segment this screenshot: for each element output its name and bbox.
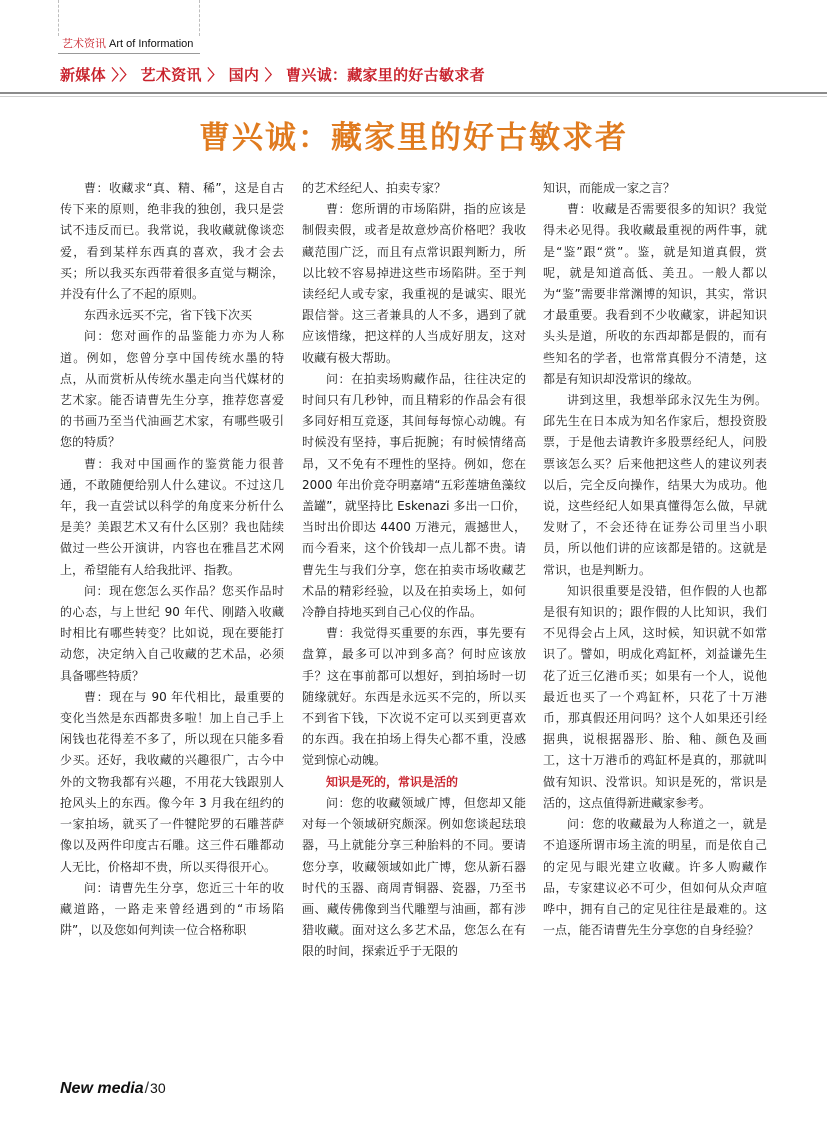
paragraph: 问：您对画作的品鉴能力亦为人称道。例如，您曾分享中国传统水墨的特点，从而赏析从传统水墨走向当代媒材的艺术家。能否请曹先生分享，推荐您喜爱的书画乃至当代油画艺术家，有哪些吸引您的特质？ bbox=[60, 329, 284, 450]
header-dashed-frame bbox=[58, 0, 200, 36]
section-tag-en: Art of Information bbox=[109, 38, 194, 50]
section-tag bbox=[62, 37, 193, 51]
page-footer bbox=[60, 1080, 166, 1098]
article-column-1 bbox=[60, 178, 284, 1070]
subheading: 知识是死的，常识是活的 bbox=[326, 774, 459, 789]
paragraph: 问：请曹先生分享，您近三十年的收藏道路，一路走来曾经遇到的“市场陷阱”，以及您如何判读一位合格称职 bbox=[60, 880, 284, 938]
paragraph: 知识很重要是没错，但作假的人也都是很有知识的；跟作假的人比知识，我们不见得会占上风，这时候，知识就不如常识了。譬如，明成化鸡缸杯，刘益谦先生花了近三亿港币买；如果有一个人，说他最近也买了一个鸡缸杯，只花了十万港币，那真假还用问吗？这个人如果还引经据典，说根据器形、胎、釉、颜色及画工，这十万港币的鸡缸杯是真的，那就叫做有知识、没常识。知识是死的，常识是活的，这点值得新进藏家参考。 bbox=[543, 583, 767, 810]
paragraph: 曹：现在与 90 年代相比，最重要的变化当然是东西都贵多啦！加上自己手上闲钱也花得差不多了，所以现在只能多看少买。还好，我收藏的兴趣很广，古今中外的文物我都有兴趣，不用花大钱跟别人抢风头上的东西。像今年 3 月我在纽约的一家拍场，就买了一件犍陀罗的石雕菩萨像以及两件印度古石雕。这三件石雕都动人无比，价格却不贵，所以买得很开心。 bbox=[60, 689, 284, 874]
paragraph: 曹：收藏求“真、精、稀”，这是自古传下来的原则，绝非我的独创，我只是尝试不违反而已。我常说，我收藏就像谈恋爱，看到某样东西真的喜欢，我才会去买；所以我买东西带着很多直觉与糊涂，并没有什么了不起的原则。 bbox=[60, 181, 284, 302]
paragraph: 曹：我对中国画作的鉴赏能力很普通，不敢随便给别人什么建议。不过这几年，我一直尝试以科学的角度来分析什么是美？美跟艺术又有什么区别？我也陆续做过一些公开演讲，内容也在雅昌艺术网上，希望能有人给我批评、指教。 bbox=[60, 456, 284, 577]
paragraph: 问：您的收藏领域广博，但您却又能对每一个领域研究颇深。例如您谈起珐琅器，马上就能分享三种胎料的不同。要请您分享，收藏领域如此广博，您从新石器时代的玉器、商周青铜器、瓷器，乃至书画、藏传佛像到当代雕塑与油画，都有涉猎收藏。面对这么多艺术品，您怎么在有限的时间，探索近乎于无限的 bbox=[302, 795, 526, 959]
paragraph: 问：在拍卖场购藏作品，往往决定的时间只有几秒钟，而且精彩的作品会有很多同好相互竞逐，其间每每惊心动魄。有时候没有坚持，事后扼腕；有时候情绪高昂，又不免有不理性的坚持。例如，您在 2000 年出价竞夺明嘉靖“五彩莲塘鱼藻纹盖罐”，就坚持比 Eskenazi 多出一口价，当时出价即达 4400 万港元，震撼世人，而今看来，这个价钱却一点儿都不贵。请曹先生与我们分享，您在拍卖市场收藏艺术品的精彩经验，以及在拍卖场上，如何冷静自持地买到自己心仪的作品。 bbox=[302, 371, 526, 620]
page-number: 30 bbox=[150, 1080, 166, 1096]
article-column-3 bbox=[543, 178, 767, 1070]
breadcrumb-item-new-media[interactable]: 新媒体 〉〉 bbox=[60, 66, 135, 84]
section-tag-cn: 艺术资讯 bbox=[62, 38, 106, 50]
paragraph: 问：现在您怎么买作品？您买作品时的心态，与上世纪 90 年代、刚踏入收藏时相比有哪些转变？比如说，现在要能打动您，决定纳入自己收藏的艺术品，必须具备哪些特质？ bbox=[60, 583, 284, 683]
article-title: 曹兴诚：藏家里的好古敏求者 bbox=[199, 120, 628, 156]
footer-brand: New media bbox=[60, 1080, 144, 1097]
breadcrumb-item-domestic[interactable]: 国内 〉 bbox=[228, 66, 280, 84]
paragraph: 讲到这里，我想举邱永汉先生为例。邱先生在日本成为知名作家后，想投资股票，于是他去请教许多股票经纪人，问股票该怎么买？后来他把这些人的建议列表以后，完全反向操作，结果大为成功。他说，这些经纪人如果真懂得怎么做，早就发财了，不会还待在证券公司里当小职员，所以他们讲的应该都是错的。这就是常识，也是判断力。 bbox=[543, 393, 767, 577]
paragraph: 曹：我觉得买重要的东西，事先要有盘算，最多可以冲到多高？何时应该放手？这在事前都可以想好，到拍场时一切随缘就好。东西是永远买不完的，所以买不到省下钱，下次说不定可以买到更喜欢的东西。我在拍场上得失心都不重，没感觉到惊心动魄。 bbox=[302, 626, 526, 768]
footer-separator: / bbox=[144, 1080, 150, 1097]
paragraph: 问：您的收藏最为人称道之一，就是不追逐所谓市场主流的明星，而是依自己的定见与眼光建立收藏。许多人购藏作品，专家建议必不可少，但如何从众声喧哗中，拥有自己的定见往往是最难的。这一点，能否请曹先生分享您的自身经验？ bbox=[543, 817, 767, 938]
article-column-2 bbox=[302, 178, 526, 1070]
paragraph: 曹：您所谓的市场陷阱，指的应该是制假卖假，或者是故意炒高价格吧？我收藏范围广泛，而且有点常识跟判断力，所以比较不容易掉进这些市场陷阱。至于判读经纪人或专家，我重视的是诚实、眼光跟信誉。这三者兼具的人不多，遇到了就应该惜缘，把这样的人当成好朋友，这对收藏有极大帮助。 bbox=[302, 202, 526, 365]
header-divider-thin bbox=[0, 96, 827, 97]
section-tag-underline bbox=[58, 53, 200, 54]
breadcrumb-item-current: 曹兴诚：藏家里的好古敏求者 bbox=[286, 66, 485, 84]
subheading: 东西永远买不完，省下钱下次买 bbox=[84, 308, 253, 323]
paragraph: 曹：收藏是否需要很多的知识？我觉得未必见得。我收藏最重视的两件事，就是“鉴”跟“赏”。鉴，就是知道真假，赏呢，就是知道高低、美丑。一般人都以为“鉴”需要非常渊博的知识，其实，常识才最重要。我看到不少收藏家，讲起知识头头是道，所收的东西却都是假的，而有些知名的学者，也常常真假分不清楚，这都是有知识却没常识的缘故。 bbox=[543, 202, 767, 386]
breadcrumb bbox=[60, 64, 491, 85]
paragraph: 的艺术经纪人、拍卖专家？ bbox=[302, 181, 447, 195]
header-divider bbox=[0, 92, 827, 94]
breadcrumb-item-art-info[interactable]: 艺术资讯 〉 bbox=[140, 66, 223, 84]
paragraph: 知识，而能成一家之言？ bbox=[543, 181, 676, 195]
